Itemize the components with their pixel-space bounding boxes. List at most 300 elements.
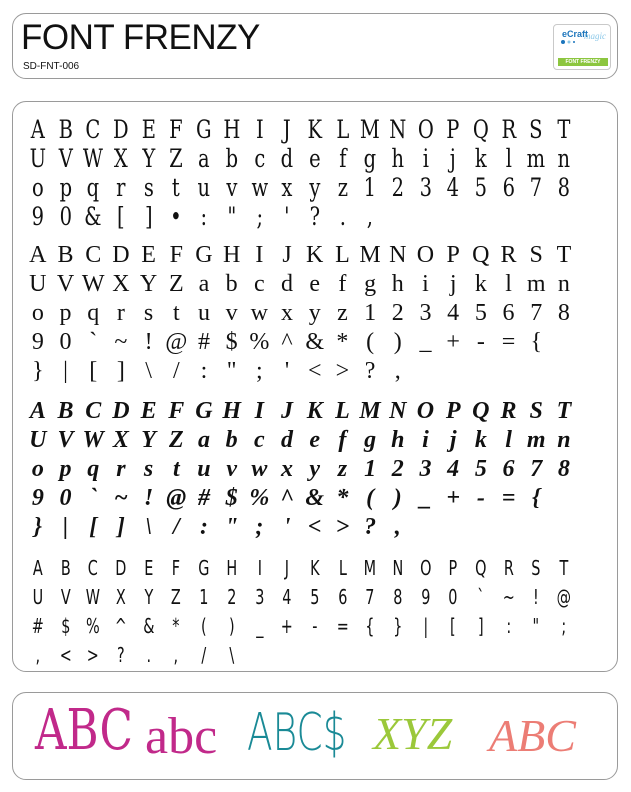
glyph: U (32, 585, 44, 609)
glyph: , (394, 358, 401, 384)
glyph: = (501, 329, 516, 355)
glyph: > (335, 514, 350, 540)
glyph-row (24, 267, 578, 296)
glyph: S (529, 242, 543, 268)
glyph: : (200, 202, 208, 231)
glyph: D (113, 115, 129, 144)
sample-uppercase-4: ABC (489, 710, 576, 761)
glyph: 7 (530, 173, 543, 202)
glyph: ` (89, 329, 98, 355)
glyph: E (141, 242, 156, 268)
glyph: I (255, 242, 264, 268)
glyph: o (31, 173, 44, 202)
glyph: - (312, 614, 318, 638)
glyph: P (446, 242, 460, 268)
glyph: | (423, 614, 428, 638)
glyph: l (505, 271, 512, 297)
glyph: W (86, 585, 101, 609)
glyph: v (225, 300, 238, 326)
glyph: N (389, 115, 407, 144)
glyph: h (391, 271, 404, 297)
glyph: U (29, 144, 47, 173)
glyph: 7 (530, 456, 543, 482)
glyph: Z (169, 144, 184, 173)
glyph: Q (472, 115, 489, 144)
glyph: N (392, 556, 404, 580)
glyph: ( (366, 329, 375, 355)
glyph: u (197, 456, 211, 482)
glyph: P (445, 398, 461, 424)
glyph: , (366, 202, 374, 231)
glyph: & (305, 329, 325, 355)
glyph: a (198, 271, 210, 297)
glyph: t (172, 456, 180, 482)
glyph: 6 (502, 300, 515, 326)
glyph: ? (364, 358, 376, 384)
glyph: ` (477, 585, 485, 609)
glyph: A (30, 115, 45, 144)
glyph: 0 (59, 485, 72, 511)
glyph: { (365, 614, 375, 638)
glyph: g (364, 271, 377, 297)
glyph: Q (475, 556, 487, 580)
glyph: 9 (31, 202, 45, 231)
glyph: j (449, 427, 457, 453)
glyph: 2 (391, 456, 404, 482)
glyph: , (173, 643, 179, 667)
glyph: w (250, 300, 269, 326)
glyph: % (86, 614, 101, 638)
glyph: 8 (557, 173, 571, 202)
glyph: j (450, 144, 457, 173)
glyph: i (422, 427, 429, 453)
glyph: T (556, 242, 572, 268)
glyph: 8 (557, 300, 570, 326)
brand-badge (553, 24, 611, 70)
glyph: ! (533, 585, 540, 609)
glyph: : (200, 358, 208, 384)
glyph: ] (116, 358, 125, 384)
glyph: ; (256, 202, 263, 231)
glyph: x (281, 456, 294, 482)
glyph: e (309, 271, 321, 297)
glyph: ! (143, 485, 154, 511)
glyph: } (32, 358, 44, 384)
glyph-row (24, 481, 578, 510)
glyph: U (29, 271, 47, 297)
glyph: q (87, 300, 100, 326)
glyph: x (281, 173, 293, 202)
glyph: b (225, 144, 238, 173)
font-block-3 (24, 394, 578, 539)
glyph: + (446, 329, 460, 355)
glyph: o (31, 456, 44, 482)
glyph: y (308, 300, 321, 326)
sample-uppercase-2: ABC$ (247, 703, 347, 763)
glyph: 4 (446, 173, 460, 202)
glyph: q (87, 456, 100, 482)
glyph: 5 (474, 173, 488, 202)
glyph: } (33, 514, 43, 540)
glyph: & (142, 614, 155, 638)
glyph: _ (255, 614, 263, 638)
glyph: ) (393, 485, 402, 511)
glyph: F (168, 398, 185, 424)
glyph: i (422, 144, 429, 173)
glyph: r (116, 300, 125, 326)
glyph: n (557, 271, 570, 297)
glyph: G (196, 115, 212, 144)
glyph-row (24, 510, 578, 539)
glyph: K (307, 115, 323, 144)
glyph: 2 (391, 173, 404, 202)
glyph: - (476, 329, 485, 355)
glyph: I (257, 556, 262, 580)
glyph: " (224, 514, 239, 540)
glyph: ] (478, 614, 484, 638)
glyph: N (389, 242, 407, 268)
glyph: \ (145, 358, 152, 384)
product-sku: SD-FNT-006 (23, 61, 80, 72)
glyph: ? (364, 514, 377, 540)
glyph: j (449, 271, 457, 297)
glyph: m (526, 427, 546, 453)
glyph: n (557, 427, 571, 453)
glyph: = (501, 485, 516, 511)
glyph: 9 (31, 329, 44, 355)
glyph: z (337, 300, 348, 326)
glyph: { (532, 485, 541, 511)
glyph: P (448, 556, 458, 580)
glyph: / (172, 358, 180, 384)
glyph: g (363, 144, 377, 173)
glyph: \ (145, 514, 152, 540)
glyph: [ (450, 614, 456, 638)
glyph-row (24, 113, 578, 142)
glyph: ^ (114, 614, 127, 638)
glyph: $ (225, 485, 238, 511)
glyph: S (529, 115, 543, 144)
glyph-row (24, 325, 578, 354)
glyph: Y (142, 144, 156, 173)
glyph: ~ (114, 485, 128, 511)
glyph: w (251, 456, 268, 482)
glyph: [ (89, 358, 98, 384)
glyph: ] (116, 514, 125, 540)
glyph: Z (168, 271, 184, 297)
glyph: " (227, 202, 237, 231)
glyph: ; (256, 358, 263, 384)
glyph: 4 (447, 456, 460, 482)
brand-logo-text: eCraft (562, 29, 589, 39)
glyph: T (557, 115, 571, 144)
glyph: e (308, 144, 321, 173)
glyph: m (526, 271, 546, 297)
glyph: R (500, 398, 517, 424)
glyph: + (280, 614, 294, 638)
glyph: y (309, 173, 321, 202)
glyph: f (338, 271, 347, 297)
glyph: @ (166, 485, 187, 511)
glyph: | (62, 514, 69, 540)
brand-dots-icon (560, 39, 600, 45)
glyph: f (338, 144, 347, 173)
glyph: ] (144, 202, 153, 231)
glyph: / (201, 643, 207, 667)
glyph: ' (284, 202, 290, 231)
glyph: # (197, 329, 210, 355)
glyph: Z (171, 585, 182, 609)
glyph: n (557, 144, 571, 173)
glyph: > (335, 358, 350, 384)
brand-logo-script: magic (584, 31, 606, 41)
glyph: e (309, 427, 321, 453)
glyph: = (336, 614, 349, 638)
glyph: m (526, 144, 546, 173)
glyph: ) (228, 614, 235, 638)
glyph: 0 (59, 202, 72, 231)
glyph: > (87, 643, 100, 667)
glyph: ) (393, 329, 402, 355)
glyph-row (24, 296, 578, 325)
glyph: I (254, 398, 265, 424)
glyph: t (172, 173, 181, 202)
glyph: 0 (59, 329, 72, 355)
glyph: K (309, 556, 320, 580)
glyph: X (112, 271, 130, 297)
glyph: a (198, 144, 210, 173)
glyph: H (226, 556, 238, 580)
glyph: 9 (31, 485, 44, 511)
glyph: W (83, 144, 104, 173)
glyph: & (305, 485, 325, 511)
glyph: p (59, 173, 72, 202)
glyph: U (29, 427, 47, 453)
glyph: J (284, 556, 290, 580)
glyph: ' (283, 514, 291, 540)
glyph: d (280, 144, 294, 173)
glyph: d (281, 271, 294, 297)
glyph-row (24, 423, 578, 452)
glyph: % (249, 485, 270, 511)
glyph: $ (225, 329, 238, 355)
glyph: , (35, 643, 41, 667)
glyph: o (31, 300, 44, 326)
glyph: 2 (227, 585, 237, 609)
glyph: S (529, 398, 543, 424)
glyph: b (225, 427, 238, 453)
glyph: # (31, 614, 44, 638)
glyph-row (24, 171, 578, 200)
glyph: P (446, 115, 460, 144)
glyph: M (359, 242, 381, 268)
glyph: % (249, 329, 270, 355)
glyph: W (82, 427, 104, 453)
glyph: 3 (419, 456, 432, 482)
glyph: ` (89, 485, 98, 511)
glyph: r (116, 456, 126, 482)
glyph: , (394, 514, 401, 540)
glyph: $ (60, 614, 71, 638)
glyph: @ (556, 585, 572, 609)
glyph: O (416, 398, 435, 424)
glyph: . (146, 643, 151, 667)
glyph: 3 (419, 300, 432, 326)
glyph: 9 (420, 585, 431, 609)
glyph: E (144, 556, 154, 580)
glyph: r (116, 173, 126, 202)
glyph: t (172, 300, 180, 326)
glyph: B (60, 556, 71, 580)
glyph: a (197, 427, 210, 453)
glyph: H (222, 242, 241, 268)
glyph: s (143, 173, 154, 202)
glyph: _ (419, 485, 432, 511)
glyph: l (505, 427, 512, 453)
glyph: G (195, 398, 213, 424)
glyph: E (141, 115, 156, 144)
glyph: k (474, 144, 487, 173)
glyph-row (24, 636, 578, 665)
glyph: Y (139, 271, 158, 297)
glyph: 8 (557, 456, 570, 482)
glyph: _ (419, 329, 432, 355)
glyph: w (250, 173, 268, 202)
glyph: } (393, 614, 403, 638)
glyph: " (226, 358, 237, 384)
glyph: F (169, 115, 184, 144)
glyph: f (338, 427, 347, 453)
glyph: A (29, 242, 47, 268)
glyph: 2 (391, 300, 404, 326)
glyph: 5 (474, 456, 487, 482)
glyph: v (226, 456, 237, 482)
glyph: F (169, 242, 183, 268)
glyph: Z (168, 427, 184, 453)
glyph: c (254, 271, 265, 297)
glyph: D (115, 556, 127, 580)
glyph: d (281, 427, 294, 453)
glyph: V (58, 144, 73, 173)
glyph: 1 (363, 173, 377, 202)
glyph: H (222, 398, 241, 424)
glyph: K (306, 242, 324, 268)
glyph: q (86, 173, 100, 202)
font-block-1 (24, 113, 578, 229)
glyph: l (505, 144, 512, 173)
glyph: L (335, 398, 350, 424)
glyph: O (419, 556, 432, 580)
sample-lowercase: abc (145, 708, 218, 765)
glyph: C (85, 398, 102, 424)
glyph: X (113, 144, 128, 173)
glyph: [ (89, 514, 98, 540)
glyph: g (364, 427, 377, 453)
glyph: W (81, 271, 105, 297)
glyph: Y (144, 585, 153, 609)
sample-uppercase-1: ABC (35, 698, 133, 763)
glyph-row (24, 607, 578, 636)
glyph: H (223, 115, 241, 144)
glyph: < (307, 514, 322, 540)
glyph: C (85, 242, 102, 268)
glyph-row (24, 394, 578, 423)
glyph: u (197, 173, 211, 202)
glyph: ~ (502, 585, 515, 609)
glyph: 0 (448, 585, 458, 609)
glyph: B (57, 398, 74, 424)
glyph: z (337, 173, 348, 202)
glyph: | (63, 358, 68, 384)
glyph: z (337, 456, 348, 482)
glyph: p (59, 456, 72, 482)
glyph: " (532, 614, 540, 638)
glyph: J (281, 398, 294, 424)
glyph: Q (472, 398, 490, 424)
glyph: 4 (282, 585, 292, 609)
font-block-4 (24, 549, 578, 665)
glyph: c (253, 144, 265, 173)
glyph: O (416, 242, 435, 268)
glyph: * (172, 614, 180, 638)
glyph: s (143, 456, 154, 482)
glyph: B (57, 242, 74, 268)
header-panel (12, 13, 618, 79)
glyph: C (88, 556, 99, 580)
glyph: R (503, 556, 514, 580)
glyph: C (85, 115, 101, 144)
glyph: & (84, 202, 102, 231)
glyph: < (307, 358, 322, 384)
glyph: T (556, 398, 572, 424)
glyph: 5 (310, 585, 320, 609)
product-title: FONT FRENZY (21, 18, 260, 57)
glyph: x (281, 300, 294, 326)
glyph: A (32, 556, 43, 580)
glyph: 5 (474, 300, 487, 326)
glyph: 6 (502, 456, 515, 482)
glyph: 3 (419, 173, 432, 202)
glyph: \ (229, 643, 235, 667)
glyph: M (359, 398, 381, 424)
glyph: E (140, 398, 157, 424)
glyph: V (56, 271, 75, 297)
glyph: X (112, 427, 129, 453)
glyph-row (24, 549, 578, 578)
glyph: G (195, 242, 213, 268)
glyph: O (417, 115, 434, 144)
glyph: ; (561, 614, 567, 638)
glyph: + (446, 485, 460, 511)
glyph: 6 (337, 585, 347, 609)
glyph: • (170, 202, 183, 231)
glyph: N (389, 398, 407, 424)
glyph: h (391, 144, 405, 173)
glyph: R (500, 242, 517, 268)
glyph: ! (144, 329, 153, 355)
glyph: L (335, 115, 349, 144)
glyph: M (360, 115, 381, 144)
glyph: k (474, 271, 487, 297)
sample-panel (12, 692, 618, 780)
glyph: M (363, 556, 377, 580)
glyph: K (306, 398, 323, 424)
glyph: G (198, 556, 210, 580)
glyph: F (172, 556, 181, 580)
brand-strip: FONT FRENZY (558, 58, 608, 66)
glyph: 3 (254, 585, 264, 609)
glyph: : (199, 514, 208, 540)
